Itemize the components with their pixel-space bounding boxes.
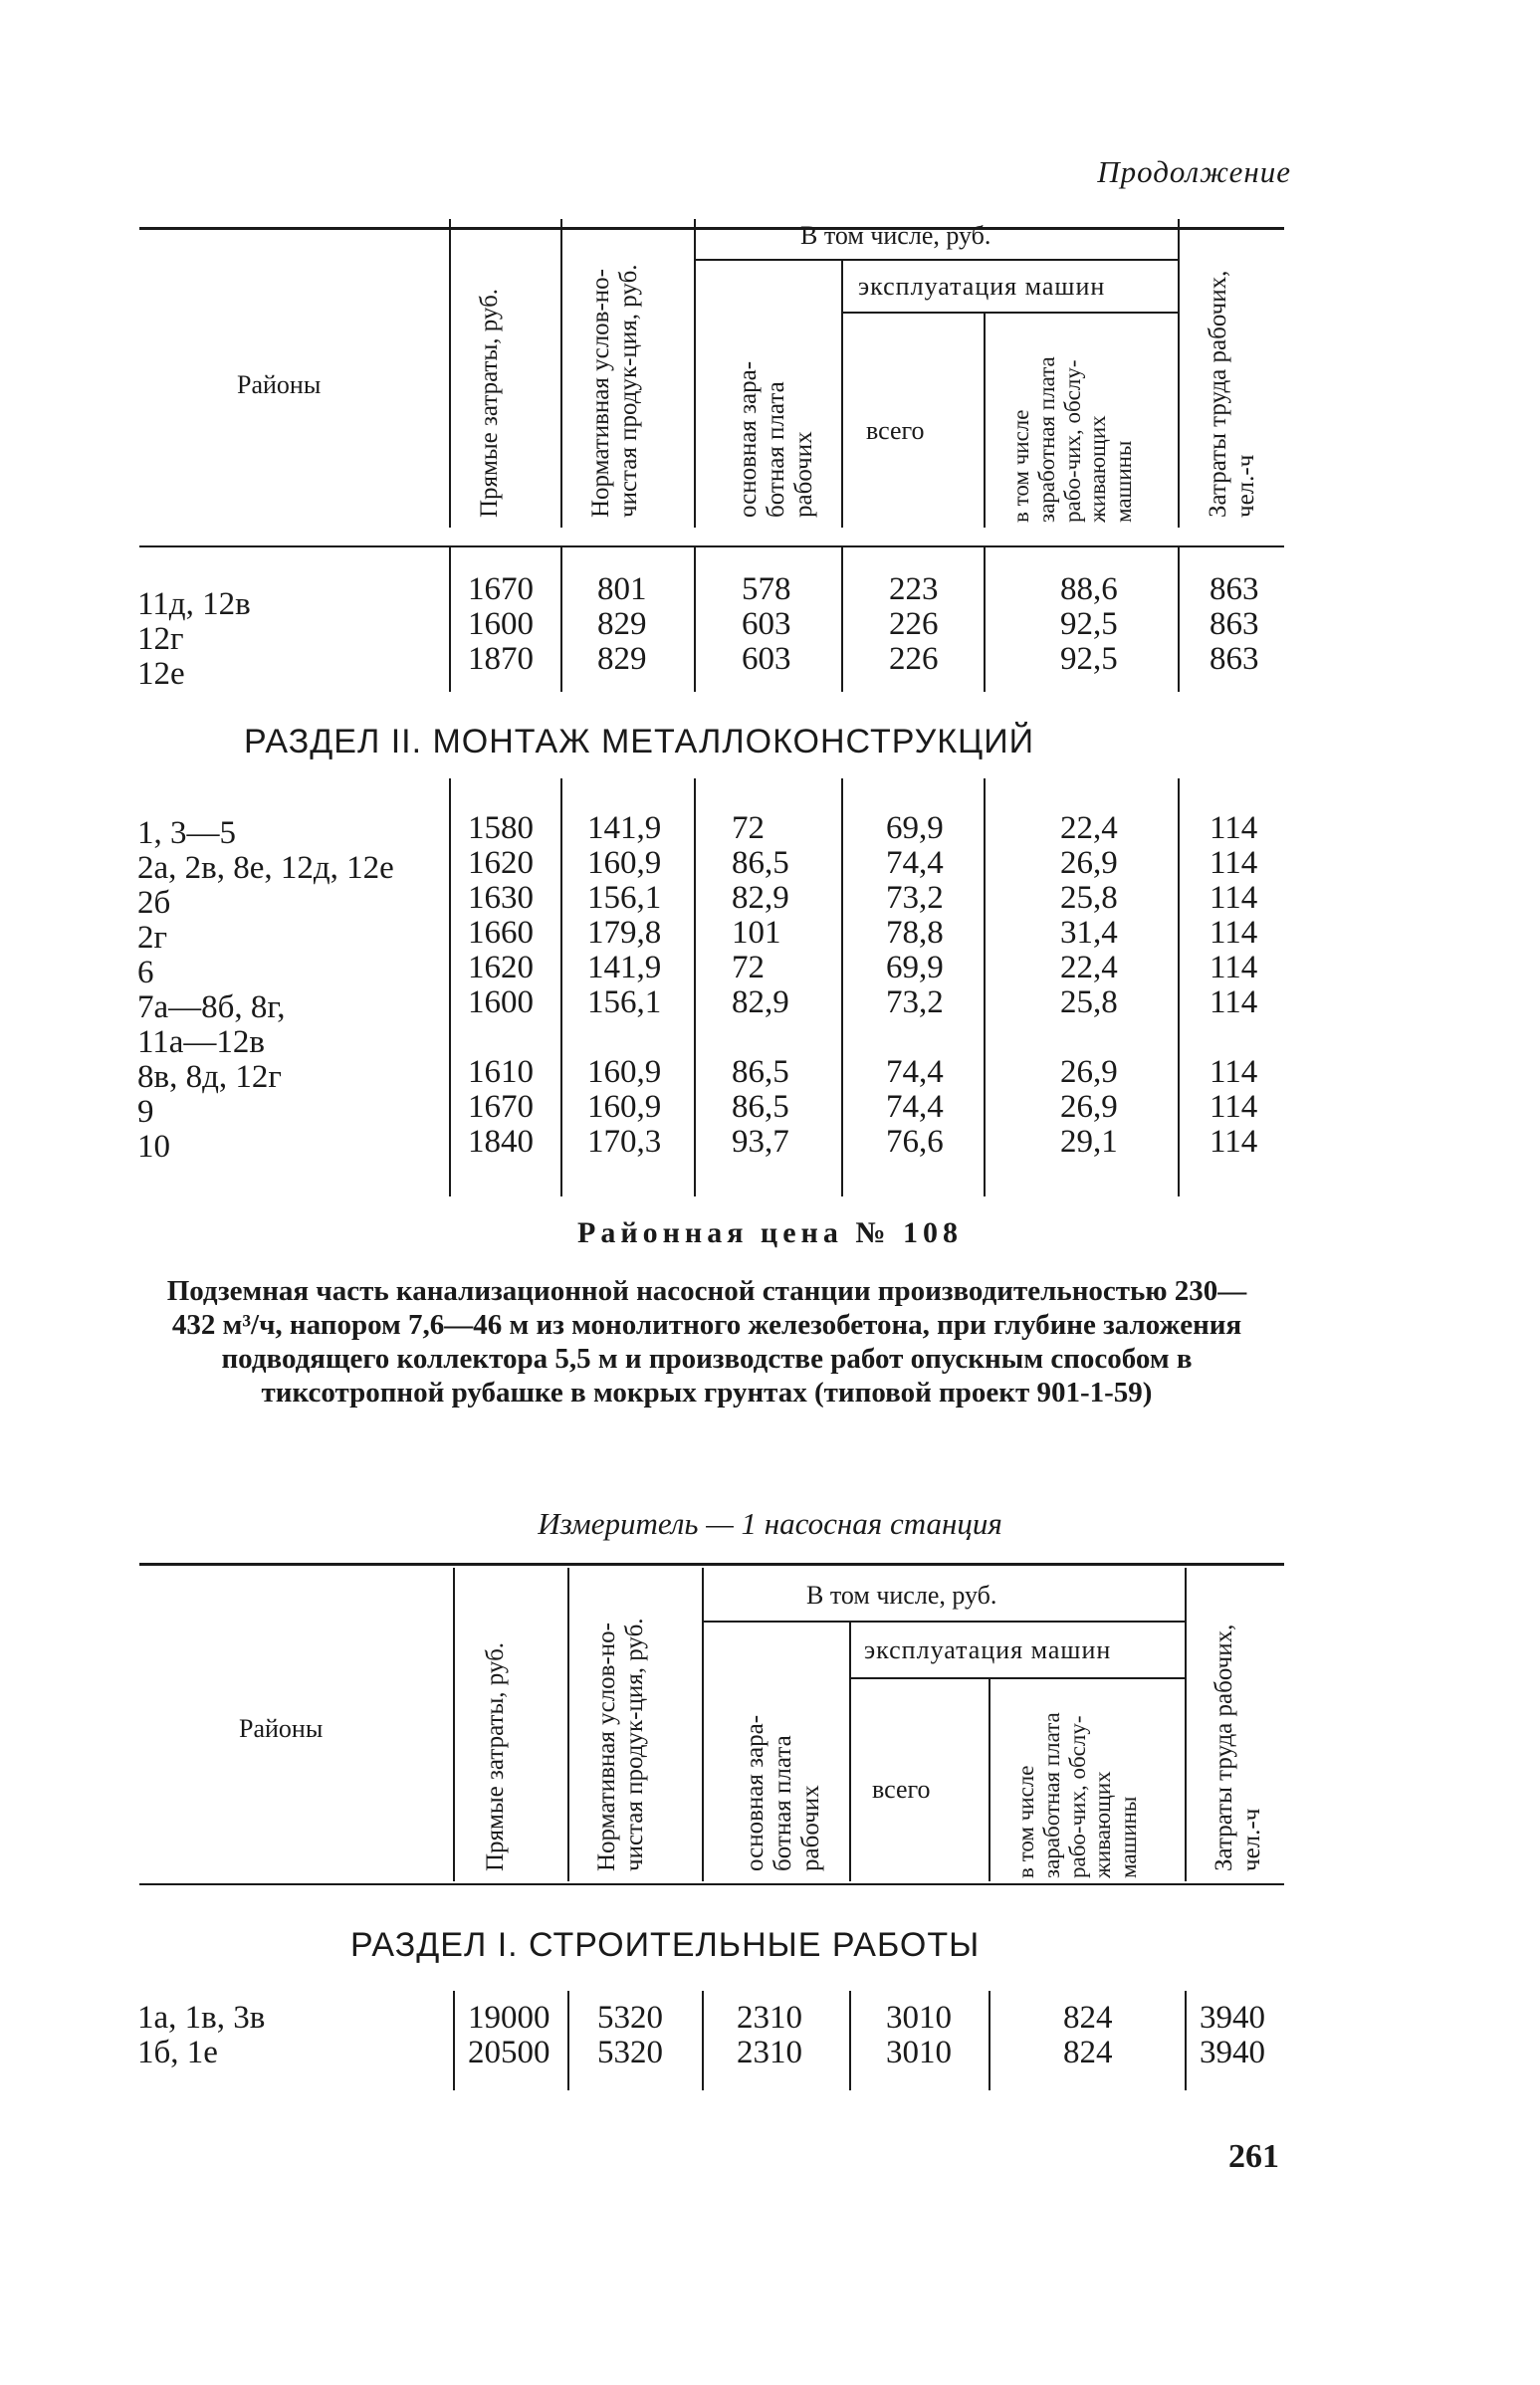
district-cell: 1б, 1е — [137, 2035, 218, 2070]
t1-vline-1 — [449, 219, 451, 528]
total-cell: 73,2 — [886, 880, 944, 916]
incl-wage-cell: 92,5 — [1060, 641, 1118, 677]
district-cell: 11а—12в — [137, 1024, 266, 1060]
t1-direct-col — [468, 572, 534, 677]
normative-header: Нормативная услов-но-чистая продук-ция, руб. — [593, 1618, 648, 1871]
s1-vline-6 — [1185, 1991, 1187, 2090]
district-cell: 2а, 2в, 8е, 12д, 12е — [137, 850, 394, 886]
normative-cell: 829 — [597, 606, 647, 642]
t1b-vline-6 — [1178, 547, 1180, 692]
incl-wage-cell: 824 — [1063, 2000, 1113, 2036]
labor-cell: 3940 — [1200, 2035, 1265, 2070]
district-cell: 2б — [137, 885, 171, 921]
s2-inclwage-col — [1060, 811, 1118, 1160]
t1-header-bottom-rule — [139, 545, 1284, 547]
s2-districts-col — [137, 816, 394, 1165]
direct-cell: 1630 — [468, 880, 534, 916]
t2-sub-rule-1 — [702, 1621, 1185, 1623]
section-2-title: РАЗДЕЛ II. МОНТАЖ МЕТАЛЛОКОНСТРУКЦИЙ — [244, 723, 1035, 760]
incl-wage-cell: 31,4 — [1060, 915, 1118, 951]
labor-cell: 863 — [1210, 571, 1259, 607]
t1b-vline-2 — [560, 547, 562, 692]
base-wage-header: основная зара-ботная плата рабочих — [742, 1714, 824, 1871]
total-cell: 76,6 — [886, 1124, 944, 1160]
table2-top-rule — [139, 1563, 1284, 1566]
s1-inclwage-col — [1063, 2001, 1113, 2070]
normative-cell: 141,9 — [587, 950, 662, 985]
machine-op-header: эксплуатация машин — [858, 272, 1106, 301]
t1-total-col — [889, 572, 939, 677]
district-cell: 11д, 12в — [137, 586, 251, 622]
labor-cell: 114 — [1210, 915, 1258, 951]
base-wage-cell: 603 — [742, 606, 791, 642]
total-cell: 74,4 — [886, 1054, 944, 1090]
labor-cell: 114 — [1210, 950, 1258, 985]
including-header: В том числе, руб. — [800, 221, 991, 250]
direct-cell: 1620 — [468, 845, 534, 881]
base-wage-cell: 72 — [732, 810, 765, 846]
labor-cell — [1210, 1020, 1257, 1055]
t1-sub-rule-1 — [694, 259, 1178, 261]
base-wage-cell: 101 — [732, 915, 781, 951]
s1-vline-5 — [989, 1991, 990, 2090]
normative-cell: 829 — [597, 641, 647, 677]
normative-cell: 5320 — [597, 2000, 663, 2036]
direct-cell: 1580 — [468, 810, 534, 846]
labor-header: Затраты труда рабочих, чел.-ч — [1205, 270, 1259, 518]
t1-labor-col — [1210, 572, 1259, 677]
t1-vline-4 — [1178, 219, 1180, 528]
s2-vline-2 — [560, 778, 562, 1196]
labor-cell: 114 — [1210, 984, 1258, 1020]
t1-normative-col — [597, 572, 647, 677]
base-wage-cell — [732, 1020, 789, 1055]
s2-normative-col — [587, 811, 661, 1160]
s1-districts-col — [137, 2001, 265, 2070]
labor-cell: 114 — [1210, 810, 1258, 846]
t2-vline-4 — [1185, 1568, 1187, 1881]
s2-direct-col — [468, 811, 534, 1160]
labor-cell: 114 — [1210, 1054, 1258, 1090]
base-wage-cell: 86,5 — [732, 1054, 789, 1090]
t1-vline-3 — [694, 219, 696, 528]
s2-vline-5 — [984, 778, 986, 1196]
total-cell: 74,4 — [886, 1089, 944, 1125]
t2-vline-2 — [567, 1568, 569, 1881]
s1-total-col — [886, 2001, 952, 2070]
t1b-vline-1 — [449, 547, 451, 692]
s2-labor-col — [1210, 811, 1257, 1160]
s2-vline-1 — [449, 778, 451, 1196]
districts-header: Районы — [239, 1714, 324, 1743]
labor-cell: 863 — [1210, 641, 1259, 677]
meter-label: Измеритель — 1 насосная станция — [538, 1506, 1002, 1541]
normative-cell: 160,9 — [587, 1054, 662, 1090]
normative-cell: 170,3 — [587, 1124, 662, 1160]
base-wage-cell: 72 — [732, 950, 765, 985]
t1-sub-rule-2 — [841, 312, 1178, 314]
direct-cell: 1600 — [468, 984, 534, 1020]
total-cell: 223 — [889, 571, 939, 607]
normative-cell: 156,1 — [587, 984, 662, 1020]
t1-vline-2 — [560, 219, 562, 528]
s2-vline-3 — [694, 778, 696, 1196]
total-cell: 3010 — [886, 2035, 952, 2070]
incl-wage-cell: 92,5 — [1060, 606, 1118, 642]
normative-cell: 179,8 — [587, 915, 662, 951]
district-cell: 2г — [137, 920, 168, 956]
normative-cell: 141,9 — [587, 810, 662, 846]
s1-normative-col — [597, 2001, 663, 2070]
s2-total-col — [886, 811, 944, 1160]
total-cell: 78,8 — [886, 915, 944, 951]
base-wage-cell: 2310 — [737, 2035, 802, 2070]
total-cell — [886, 1020, 944, 1055]
labor-cell: 114 — [1210, 1124, 1258, 1160]
price-title: Районная цена № 108 — [577, 1216, 963, 1249]
direct-header: Прямые затраты, руб. — [482, 1641, 509, 1871]
page-number: 261 — [1228, 2138, 1279, 2175]
direct-cell: 1660 — [468, 915, 534, 951]
labor-cell: 114 — [1210, 1089, 1258, 1125]
s1-vline-4 — [849, 1991, 851, 2090]
s2-basewage-col — [732, 811, 789, 1160]
total-cell: 3010 — [886, 2000, 952, 2036]
t1-inclwage-col — [1060, 572, 1118, 677]
incl-wage-cell: 29,1 — [1060, 1124, 1118, 1160]
base-wage-cell: 93,7 — [732, 1124, 789, 1160]
including-header: В том числе, руб. — [806, 1581, 997, 1610]
t2-vline-5 — [849, 1621, 851, 1881]
normative-cell: 160,9 — [587, 1089, 662, 1125]
labor-cell: 114 — [1210, 880, 1258, 916]
incl-wage-cell: 26,9 — [1060, 845, 1118, 881]
district-cell: 7а—8б, 8г, — [137, 989, 286, 1025]
t1b-vline-5 — [984, 547, 986, 692]
s2-vline-6 — [1178, 778, 1180, 1196]
total-cell: 69,9 — [886, 950, 944, 985]
normative-cell: 801 — [597, 571, 647, 607]
direct-cell: 20500 — [468, 2035, 550, 2070]
total-header: всего — [872, 1775, 931, 1804]
base-wage-cell: 86,5 — [732, 845, 789, 881]
district-cell: 10 — [137, 1129, 170, 1165]
base-wage-cell: 82,9 — [732, 880, 789, 916]
district-cell: 1а, 1в, 3в — [137, 2000, 266, 2036]
incl-wage-cell — [1060, 1020, 1118, 1055]
incl-wage-cell: 26,9 — [1060, 1089, 1118, 1125]
district-cell: 6 — [137, 955, 154, 990]
incl-wage-cell: 22,4 — [1060, 810, 1118, 846]
t1-vline-5 — [841, 259, 843, 528]
direct-cell: 1670 — [468, 1089, 534, 1125]
direct-cell: 1610 — [468, 1054, 534, 1090]
s1-vline-1 — [453, 1991, 455, 2090]
t1b-vline-4 — [841, 547, 843, 692]
direct-cell: 1840 — [468, 1124, 534, 1160]
t2-vline-1 — [453, 1568, 455, 1881]
normative-cell: 156,1 — [587, 880, 662, 916]
district-cell: 12г — [137, 621, 184, 657]
t1-vline-6 — [984, 312, 986, 528]
t2-vline-3 — [702, 1568, 704, 1881]
t1-basewage-col — [742, 572, 791, 677]
direct-cell — [468, 1020, 534, 1055]
t1b-vline-3 — [694, 547, 696, 692]
total-cell: 69,9 — [886, 810, 944, 846]
incl-wage-cell: 25,8 — [1060, 880, 1118, 916]
total-cell: 226 — [889, 606, 939, 642]
direct-cell: 1620 — [468, 950, 534, 985]
district-cell: 1, 3—5 — [137, 815, 236, 851]
t2-vline-6 — [989, 1677, 990, 1881]
labor-cell: 114 — [1210, 845, 1258, 881]
incl-wage-header: в том числе заработная плата рабо-чих, обслу-живающих машины — [1013, 1712, 1141, 1878]
s1-vline-2 — [567, 1991, 569, 2090]
s1-basewage-col — [737, 2001, 802, 2070]
table1-top-rule — [139, 227, 1284, 230]
base-wage-cell: 82,9 — [732, 984, 789, 1020]
continued-label: Продолжение — [1097, 154, 1291, 189]
district-cell: 9 — [137, 1094, 154, 1130]
incl-wage-cell: 26,9 — [1060, 1054, 1118, 1090]
base-wage-header: основная зара-ботная плата рабочих — [735, 360, 817, 518]
direct-cell: 1600 — [468, 606, 534, 642]
direct-cell: 1670 — [468, 571, 534, 607]
t1-districts-col — [137, 587, 251, 692]
normative-cell: 5320 — [597, 2035, 663, 2070]
t2-header-bottom-rule — [139, 1883, 1284, 1885]
base-wage-cell: 578 — [742, 571, 791, 607]
incl-wage-cell: 22,4 — [1060, 950, 1118, 985]
district-cell: 8в, 8д, 12г — [137, 1059, 282, 1095]
district-cell: 12е — [137, 656, 185, 692]
s1-direct-col — [468, 2001, 550, 2070]
s1-vline-3 — [702, 1991, 704, 2090]
s2-vline-4 — [841, 778, 843, 1196]
incl-wage-cell: 88,6 — [1060, 571, 1118, 607]
section-1-title: РАЗДЕЛ I. СТРОИТЕЛЬНЫЕ РАБОТЫ — [350, 1926, 981, 1964]
labor-cell: 863 — [1210, 606, 1259, 642]
total-cell: 226 — [889, 641, 939, 677]
machine-op-header: эксплуатация машин — [864, 1635, 1112, 1664]
base-wage-cell: 86,5 — [732, 1089, 789, 1125]
districts-header: Районы — [237, 370, 322, 399]
base-wage-cell: 2310 — [737, 2000, 802, 2036]
incl-wage-cell: 25,8 — [1060, 984, 1118, 1020]
labor-header: Затраты труда рабочих, чел.-ч — [1210, 1624, 1265, 1871]
direct-header: Прямые затраты, руб. — [476, 288, 503, 518]
incl-wage-header: в том числе заработная плата рабо-чих, обслу-живающих машины — [1008, 356, 1136, 523]
normative-header: Нормативная услов-но-чистая продук-ция, руб. — [587, 264, 642, 518]
price-description: Подземная часть канализационной насосной станции производительностью 230—432 м³/ч, напором 7,6—46 м из монолитного железобетона, при глубине заложения подводящего коллектора 5,5 м и производстве работ опускным способом в тиксотропной рубашке в мокрых грунтах (типовой проект 901-1-59) — [166, 1275, 1247, 1409]
total-cell: 74,4 — [886, 845, 944, 881]
total-cell: 73,2 — [886, 984, 944, 1020]
total-header: всего — [866, 416, 925, 445]
normative-cell: 160,9 — [587, 845, 662, 881]
base-wage-cell: 603 — [742, 641, 791, 677]
t2-sub-rule-2 — [849, 1677, 1185, 1679]
labor-cell: 3940 — [1200, 2000, 1265, 2036]
direct-cell: 1870 — [468, 641, 534, 677]
normative-cell — [587, 1020, 661, 1055]
incl-wage-cell: 824 — [1063, 2035, 1113, 2070]
direct-cell: 19000 — [468, 2000, 550, 2036]
s1-labor-col — [1200, 2001, 1265, 2070]
